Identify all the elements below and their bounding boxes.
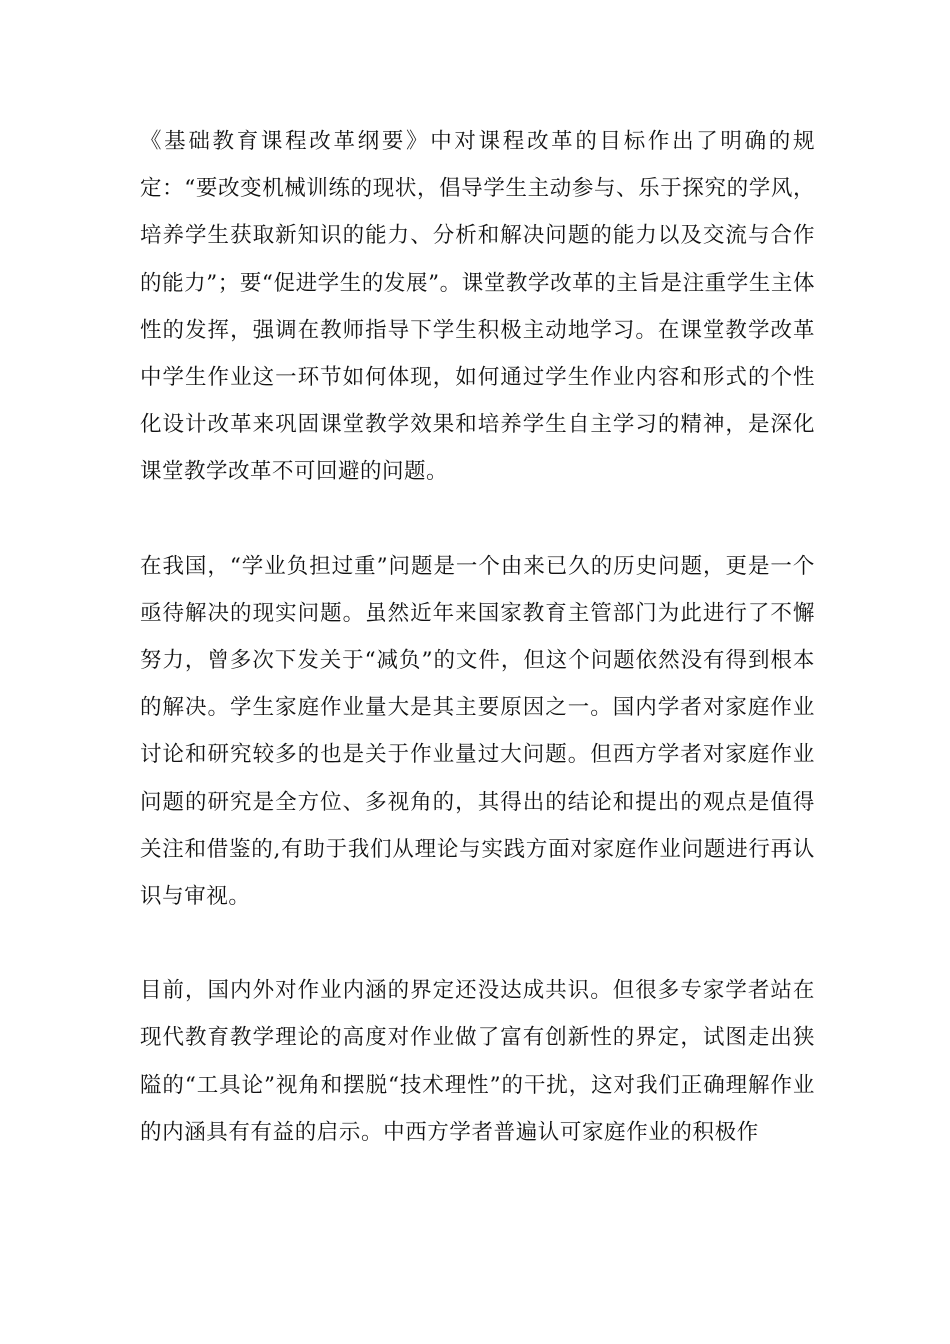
document-body bbox=[140, 118, 815, 1156]
paragraph-2: 在我国，“学业负担过重”问题是一个由来已久的历史问题，更是一个亟待解决的现实问题。虽然近年来国家教育主管部门为此进行了不懈努力，曾多次下发关于“减负”的文件，但这个问题依然没有得到根本的解决。学生家庭作业量大是其主要原因之一。国内学者对家庭作业讨论和研究较多的也是关于作业量过大问题。但西方学者对家庭作业问题的研究是全方位、多视角的，其得出的结论和提出的观点是值得关注和借鉴的,有助于我们从理论与实践方面对家庭作业问题进行再认识与审视。 bbox=[140, 553, 815, 910]
paragraph-3: 目前，国内外对作业内涵的界定还没达成共识。但很多专家学者站在现代教育教学理论的高度对作业做了富有创新性的界定，试图走出狭隘的“工具论”视角和摆脱“技术理性”的干扰，这对我们正确理解作业的内涵具有有益的启示。中西方学者普遍认可家庭作业的积极作 bbox=[140, 978, 815, 1145]
paragraph-1: 《基础教育课程改革纲要》中对课程改革的目标作出了明确的规定：“要改变机械训练的现状，倡导学生主动参与、乐于探究的学风，培养学生获取新知识的能力、分析和解决问题的能力以及交流与合作的能力”；要“促进学生的发展”。课堂教学改革的主旨是注重学生主体性的发挥，强调在教师指导下学生积极主动地学习。在课堂教学改革中学生作业这一环节如何体现，如何通过学生作业内容和形式的个性化设计改革来巩固课堂教学效果和培养学生自主学习的精神，是深化课堂教学改革不可回避的问题。 bbox=[140, 129, 815, 485]
